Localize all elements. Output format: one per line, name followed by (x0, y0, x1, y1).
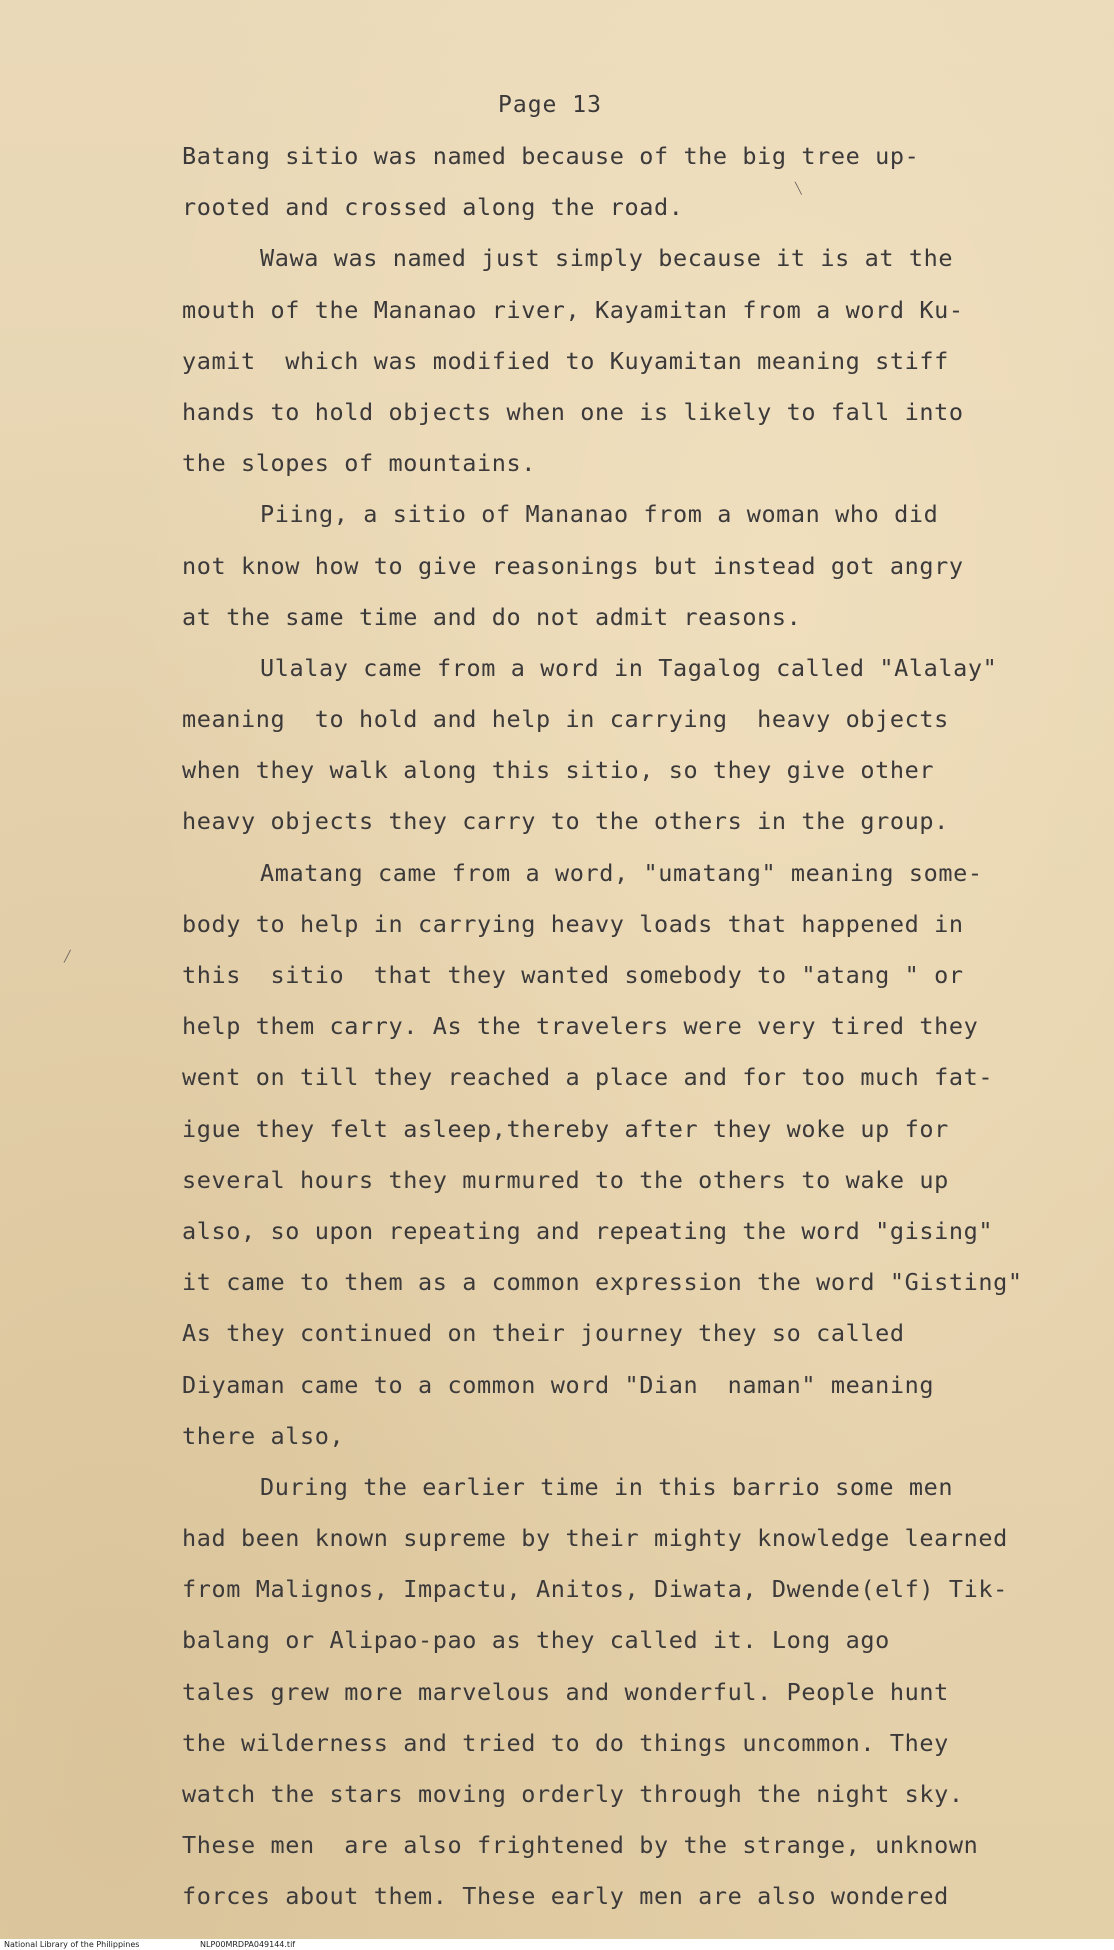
text-line: Diyaman came to a common word "Dian naman" meaning (182, 1370, 935, 1399)
text-line: hands to hold objects when one is likely to fall into (182, 397, 964, 426)
text-line: These men are also frightened by the strange, unknown (182, 1831, 979, 1860)
footer-file: NLP00MRDPA049144.tif (200, 1940, 296, 1949)
text-line: went on till they reached a place and for too much fat- (182, 1063, 994, 1092)
footer-library: National Library of the Philippines (4, 1940, 140, 1949)
text-line: help them carry. As the travelers were very tired they (182, 1012, 979, 1041)
text-line: balang or Alipao-pao as they called it. Long ago (182, 1626, 890, 1655)
text-line: at the same time and do not admit reasons. (182, 602, 802, 631)
text-line: also, so upon repeating and repeating the word "gising" (182, 1216, 994, 1245)
text-line: Piing, a sitio of Mananao from a woman who did (260, 500, 939, 529)
text-line: rooted and crossed along the road. (182, 193, 684, 222)
text-line: During the earlier time in this barrio some men (260, 1472, 954, 1501)
text-line: Amatang came from a word, "umatang" meaning some- (260, 858, 983, 887)
text-line: from Malignos, Impactu, Anitos, Diwata, Dwende(elf) Tik- (182, 1575, 1008, 1604)
text-line: Batang sitio was named because of the big tree up- (182, 142, 920, 170)
text-line: heavy objects they carry to the others in the group. (182, 807, 949, 836)
text-line: Ulalay came from a word in Tagalog called "Alalay" (260, 653, 998, 682)
text-line: this sitio that they wanted somebody to "atang " or (182, 961, 964, 989)
text-line: there also, (182, 1421, 345, 1450)
scan-footer (0, 1939, 1114, 1950)
document-body (182, 141, 1062, 1933)
text-line: As they continued on their journey they so called (182, 1319, 905, 1348)
text-line: the slopes of mountains. (182, 449, 536, 478)
text-line: it came to them as a common expression the word "Gisting" (182, 1268, 1023, 1297)
text-line: meaning to hold and help in carrying heavy objects (182, 705, 949, 734)
text-line: watch the stars moving orderly through the night sky. (182, 1780, 964, 1808)
text-line: several hours they murmured to the others to wake up (182, 1165, 949, 1194)
text-line: not know how to give reasonings but instead got angry (182, 551, 964, 580)
text-line: igue they felt asleep,thereby after they woke up for (182, 1114, 949, 1143)
text-line: yamit which was modified to Kuyamitan meaning stiff (182, 346, 949, 375)
page-number: Page 13 (498, 92, 602, 118)
text-line: had been known supreme by their mighty knowledge learned (182, 1524, 1008, 1553)
text-line: Wawa was named just simply because it is at the (260, 244, 954, 273)
text-line: body to help in carrying heavy loads that happened in (182, 909, 964, 938)
text-line: forces about them. These early men are also wondered (182, 1882, 949, 1911)
text-line: tales grew more marvelous and wonderful. People hunt (182, 1677, 949, 1706)
stray-mark: ╲ (795, 182, 802, 195)
stray-mark: ╱ (64, 950, 71, 963)
text-line: mouth of the Mananao river, Kayamitan from a word Ku- (182, 295, 964, 324)
text-line: the wilderness and tried to do things uncommon. They (182, 1728, 949, 1757)
text-line: when they walk along this sitio, so they give other (182, 756, 935, 785)
